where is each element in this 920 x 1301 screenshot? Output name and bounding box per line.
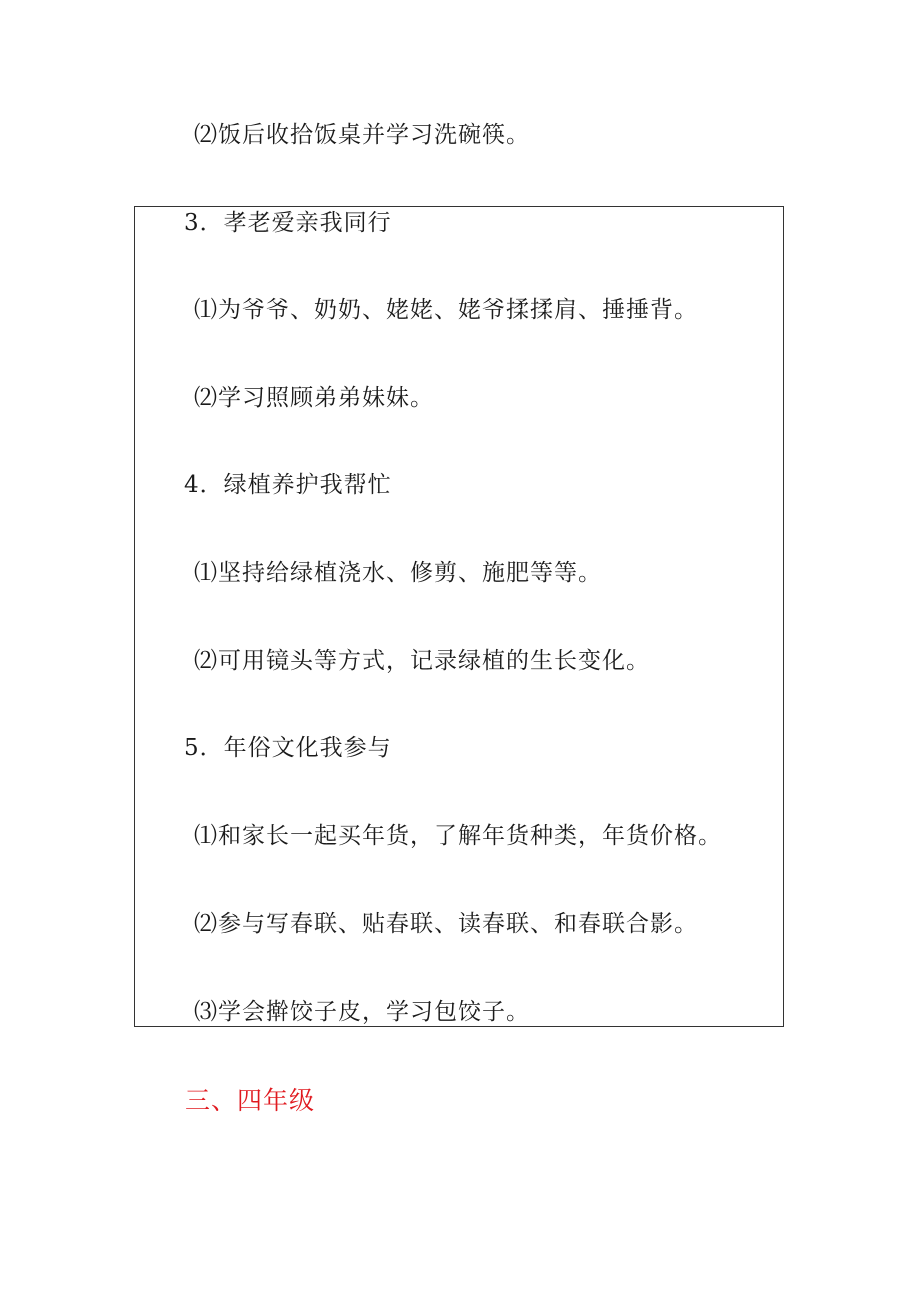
section-heading-plant-care: 4．绿植养护我帮忙: [184, 472, 392, 498]
list-item: ⑴为爷爷、奶奶、姥姥、姥爷揉揉肩、捶捶背。: [194, 297, 698, 323]
list-item: ⑵参与写春联、贴春联、读春联、和春联合影。: [194, 911, 698, 937]
list-item: ⑴和家长一起买年货，了解年货种类，年货价格。: [194, 823, 722, 849]
activity-box: [134, 206, 784, 1027]
grade-heading: 三、四年级: [185, 1086, 316, 1115]
list-item: ⑴坚持给绿植浇水、修剪、施肥等等。: [194, 560, 602, 586]
section-heading-filial-piety: 3．孝老爱亲我同行: [184, 210, 392, 236]
list-item-meal-cleanup: ⑵饭后收拾饭桌并学习洗碗筷。: [194, 122, 530, 148]
list-item: ⑶学会擀饺子皮，学习包饺子。: [194, 999, 530, 1025]
section-heading-new-year-culture: 5．年俗文化我参与: [184, 735, 392, 761]
list-item: ⑵可用镜头等方式，记录绿植的生长变化。: [194, 648, 650, 674]
list-item: ⑵学习照顾弟弟妹妹。: [194, 385, 434, 411]
